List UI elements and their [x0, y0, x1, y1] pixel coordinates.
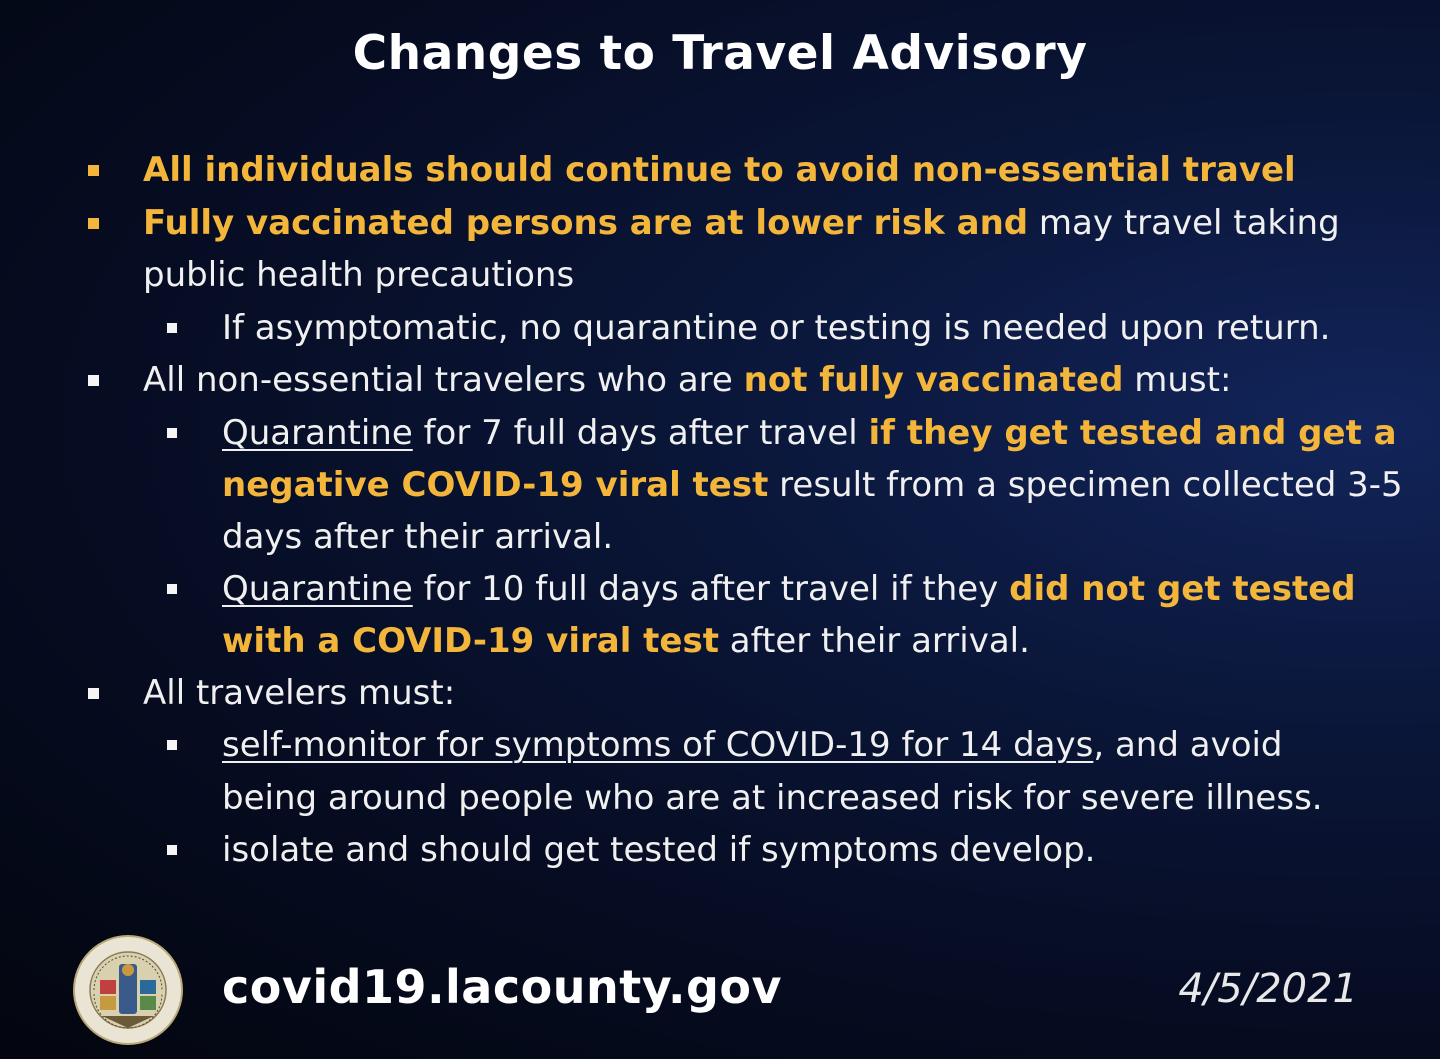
bullet-marker — [88, 165, 99, 176]
sub-bullet-isolate — [222, 830, 1095, 870]
sub-bullet-quarantine-10 — [222, 569, 1356, 609]
sub-bullet-marker — [167, 428, 177, 438]
highlight-text: not fully vaccinated — [743, 360, 1124, 400]
body-text: , and avoid — [1093, 725, 1283, 765]
underlined-text: Quarantine — [222, 569, 413, 609]
sub-bullet-marker — [167, 323, 177, 333]
underlined-text: Quarantine — [222, 413, 413, 453]
sub-bullet-marker — [167, 584, 177, 594]
sub-bullet-self-monitor-cont — [222, 778, 1323, 818]
body-text: being around people who are at increased risk for severe illness. — [222, 778, 1323, 818]
body-text: may travel taking — [1028, 203, 1340, 243]
sub-bullet-self-monitor — [222, 725, 1283, 765]
body-text: for 7 full days after travel — [412, 413, 869, 453]
body-text: must: — [1123, 360, 1232, 400]
sub-bullet-quarantine-7-cont — [222, 465, 1403, 505]
body-text: All non-essential travelers who are — [143, 360, 744, 400]
highlight-text: Fully vaccinated persons are at lower risk and — [143, 203, 1029, 243]
highlight-text: did not get tested — [1009, 569, 1356, 609]
slide-title: Changes to Travel Advisory — [352, 26, 1088, 81]
slide-date: 4/5/2021 — [1178, 966, 1358, 1012]
body-text: If asymptomatic, no quarantine or testing is needed upon return. — [222, 308, 1331, 348]
body-text: isolate and should get tested if symptoms develop. — [222, 830, 1096, 870]
bullet-marker — [88, 218, 99, 229]
sub-bullet-marker — [167, 845, 177, 855]
body-text: after their arrival. — [718, 621, 1030, 661]
body-text: All travelers must: — [143, 673, 456, 713]
bullet-fully-vaccinated-cont — [143, 255, 574, 295]
sub-bullet-quarantine-7 — [222, 413, 1397, 453]
sub-bullet-marker — [167, 740, 177, 750]
bullet-not-vaccinated — [143, 360, 1231, 400]
body-text: for 10 full days after travel if they — [412, 569, 1010, 609]
body-text: public health precautions — [143, 255, 575, 295]
highlight-text: All individuals should continue to avoid non-essential travel — [143, 150, 1296, 190]
sub-bullet-quarantine-10-cont — [222, 621, 1030, 661]
website-url: covid19.lacounty.gov — [222, 960, 782, 1014]
highlight-text: negative COVID-19 viral test — [222, 465, 769, 505]
sub-bullet-asymptomatic — [222, 308, 1330, 348]
highlight-text: with a COVID-19 viral test — [222, 621, 719, 661]
body-text: days after their arrival. — [222, 517, 614, 557]
body-text: result from a specimen collected 3-5 — [768, 465, 1403, 505]
bullet-fully-vaccinated — [143, 203, 1340, 243]
bullet-avoid-travel — [143, 150, 1296, 190]
bullet-all-travelers — [143, 673, 455, 713]
county-seal-icon — [72, 934, 184, 1046]
highlight-text: if they get tested and get a — [868, 413, 1397, 453]
bullet-marker — [88, 688, 99, 699]
bullet-marker — [88, 375, 99, 386]
underlined-text: self-monitor for symptoms of COVID-19 for 14 days — [222, 725, 1094, 765]
sub-bullet-quarantine-7-cont2 — [222, 517, 613, 557]
